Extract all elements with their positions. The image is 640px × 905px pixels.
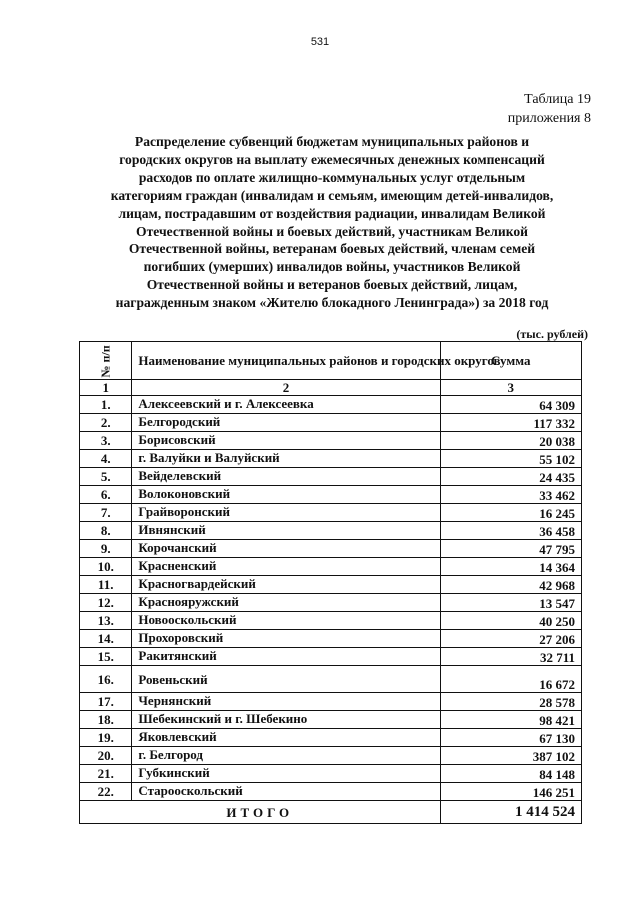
heading-line: Распределение субвенций бюджетам муниципальных районов и [134,134,530,149]
table-row [80,396,582,414]
district-name: Краснояружский [132,594,440,612]
district-name: Корочанский [132,540,440,558]
row-number: 19. [80,729,132,747]
table-row [80,468,582,486]
table-row [80,414,582,432]
row-number: 18. [80,711,132,729]
table-row [80,450,582,468]
district-name: Белгородский [132,414,440,432]
district-sum: 14 364 [440,558,582,576]
district-sum: 67 130 [440,729,582,747]
district-name: Ракитянский [132,648,440,666]
district-sum: 20 038 [440,432,582,450]
column-header-name: Наименование муниципальных районов и городских округов [132,342,440,380]
district-sum: 387 102 [440,747,582,765]
heading-line: категориям граждан (инвалидам и семьям, имеющим детей-инвалидов, [110,187,554,203]
row-number: 9. [80,540,132,558]
table-row [80,504,582,522]
district-name: Прохоровский [132,630,440,648]
district-sum: 24 435 [440,468,582,486]
district-sum: 64 309 [440,396,582,414]
district-name: Вейделевский [132,468,440,486]
district-sum: 32 711 [440,648,582,666]
district-sum: 40 250 [440,612,582,630]
table-row [80,486,582,504]
district-name: Яковлевский [132,729,440,747]
heading-line: Отечественной войны, ветеранам боевых действий, членам семей [128,241,536,257]
district-sum: 47 795 [440,540,582,558]
row-number: 11. [80,576,132,594]
appendix-label: приложения 8 [507,111,591,126]
district-sum: 117 332 [440,414,582,432]
district-sum: 84 148 [440,765,582,783]
row-number: 15. [80,648,132,666]
table-row [80,630,582,648]
heading-line: расходов по оплате жилищно-коммунальных услуг отдельным [138,169,526,185]
row-number: 6. [80,486,132,504]
row-number: 16. [80,666,132,693]
row-number: 7. [80,504,132,522]
district-name: Старооскольский [132,783,440,801]
district-name: Губкинский [132,765,440,783]
subvention-table [79,341,582,824]
district-sum: 28 578 [440,693,582,711]
district-name: Грайворонский [132,504,440,522]
district-sum: 98 421 [440,711,582,729]
table-row [80,783,582,801]
column-header-sum: Сумма [440,342,582,380]
table-label: Таблица 19 [524,92,591,107]
table-row [80,594,582,612]
heading-line: Отечественной войны и боевых действий, участникам Великой [136,223,528,239]
heading-line: награжденным знаком «Жителю блокадного Ленинграда») за 2018 год [115,295,549,311]
table-row [80,612,582,630]
page-number: 531 [310,36,330,48]
table-row [80,432,582,450]
table-header-row [80,342,582,380]
row-number: 1. [80,396,132,414]
heading-line: погибших (умерших) инвалидов войны, участников Великой [143,259,521,275]
total-row [80,801,582,824]
heading-line: городских округов на выплату ежемесячных денежных компенсаций [119,151,545,167]
district-name: Ровеньский [132,666,440,693]
units-label: (тыс. рублей) [516,327,588,341]
district-sum: 55 102 [440,450,582,468]
district-sum: 16 672 [440,666,582,693]
heading-line: Отечественной войны и ветеранов боевых действий, лицам, [146,277,518,293]
district-name: Алексеевский и г. Алексеевка [132,396,440,414]
district-sum: 13 547 [440,594,582,612]
row-number: 4. [80,450,132,468]
district-sum: 146 251 [440,783,582,801]
table-row [80,711,582,729]
row-number: 20. [80,747,132,765]
district-name: Ивнянский [132,522,440,540]
table-row [80,576,582,594]
column-index-row [80,380,582,396]
row-number: 21. [80,765,132,783]
row-number: 13. [80,612,132,630]
district-sum: 27 206 [440,630,582,648]
total-label: ИТОГО [80,801,441,824]
district-sum: 42 968 [440,576,582,594]
district-name: Новооскольский [132,612,440,630]
row-number: 5. [80,468,132,486]
heading-line: лицам, пострадавшим от воздействия радиации, инвалидам Великой [118,205,546,221]
district-sum: 33 462 [440,486,582,504]
column-header-number: № п/п [80,342,132,380]
table-row [80,522,582,540]
district-name: Красногвардейский [132,576,440,594]
district-name: Шебекинский и г. Шебекино [132,711,440,729]
table-row [80,648,582,666]
table-row [80,666,582,693]
district-sum: 36 458 [440,522,582,540]
district-name: г. Валуйки и Валуйский [132,450,440,468]
column-index: 3 [440,380,582,396]
district-name: г. Белгород [132,747,440,765]
row-number: 22. [80,783,132,801]
table-row [80,747,582,765]
district-name: Борисовский [132,432,440,450]
row-number: 2. [80,414,132,432]
row-number: 17. [80,693,132,711]
table-row [80,729,582,747]
table-row [80,540,582,558]
district-sum: 16 245 [440,504,582,522]
table-row [80,765,582,783]
district-name: Волоконовский [132,486,440,504]
row-number: 8. [80,522,132,540]
row-number: 12. [80,594,132,612]
row-number: 14. [80,630,132,648]
district-name: Чернянский [132,693,440,711]
table-row [80,693,582,711]
table-row [80,558,582,576]
document-heading [70,133,594,312]
column-index: 1 [80,380,132,396]
row-number: 10. [80,558,132,576]
column-index: 2 [132,380,440,396]
total-sum: 1 414 524 [440,801,582,824]
row-number: 3. [80,432,132,450]
district-name: Красненский [132,558,440,576]
